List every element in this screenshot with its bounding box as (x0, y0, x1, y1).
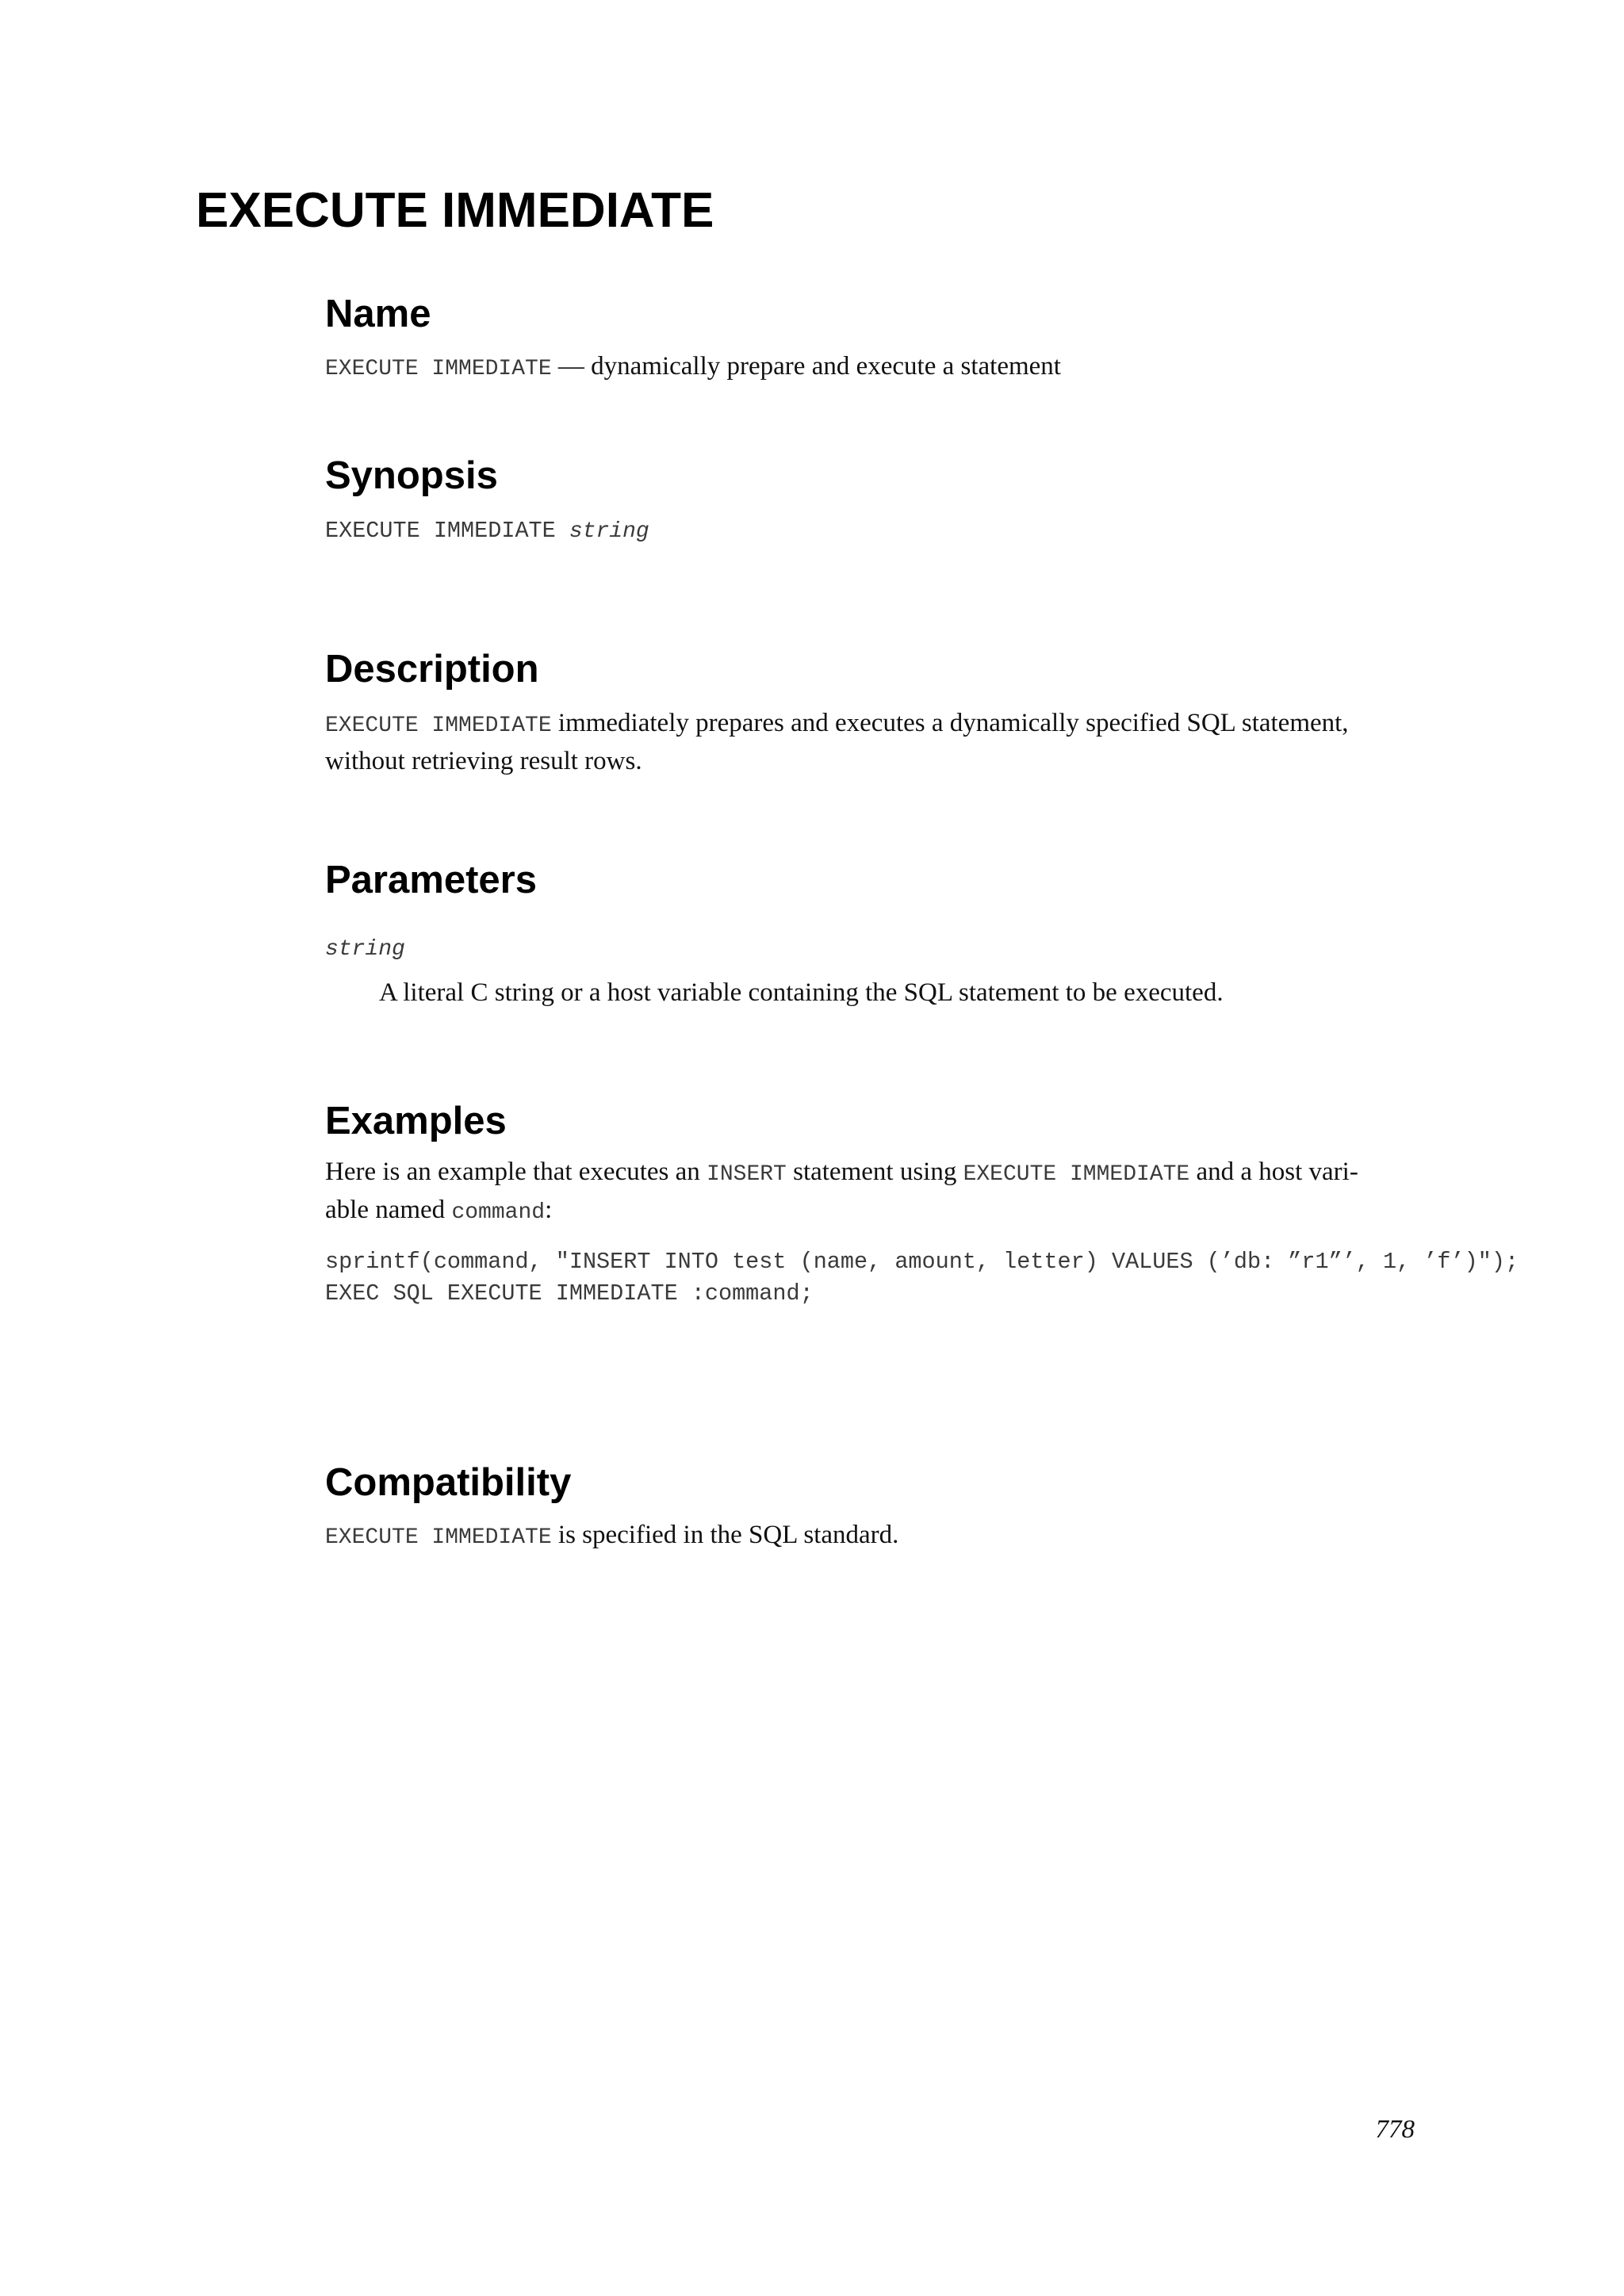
page-title: EXECUTE IMMEDIATE (196, 183, 714, 238)
example-code-line-1: sprintf(command, "INSERT INTO test (name, amount, letter) VALUES (’db: ”r1”’, 1, ’f’)"); (325, 1249, 1519, 1275)
name-section (325, 289, 1427, 387)
examples-intro-code-execute: EXECUTE IMMEDIATE (963, 1162, 1190, 1187)
name-summary (325, 349, 1427, 387)
compatibility-section (325, 1457, 1427, 1556)
description-text (325, 706, 1427, 779)
example-code-block (325, 1246, 1519, 1310)
compatibility-text (325, 1517, 1427, 1556)
parameter-term-line (325, 929, 1427, 967)
examples-intro-code-command: command (451, 1200, 546, 1225)
examples-intro-part3: and a host vari- (1189, 1158, 1358, 1186)
description-section (325, 644, 1427, 779)
examples-intro-line2-suffix: : (545, 1196, 553, 1224)
synopsis-heading: Synopsis (325, 454, 498, 497)
synopsis-argument: string (569, 519, 649, 544)
name-heading: Name (325, 293, 431, 335)
examples-intro (325, 1154, 1427, 1230)
name-summary-text: — dynamically prepare and execute a statement (551, 352, 1061, 381)
description-heading: Description (325, 648, 539, 691)
parameter-definition: A literal C string or a host variable containing the SQL statement to be executed. (379, 978, 1224, 1007)
parameters-heading: Parameters (325, 859, 537, 901)
synopsis-command: EXECUTE IMMEDIATE (325, 518, 569, 544)
parameter-term: string (325, 937, 405, 962)
examples-heading: Examples (325, 1100, 507, 1142)
name-command: EXECUTE IMMEDIATE (325, 357, 552, 381)
compatibility-statement: is specified in the SQL standard. (551, 1521, 899, 1549)
examples-intro-code-insert: INSERT (707, 1162, 787, 1187)
compatibility-command: EXECUTE IMMEDIATE (325, 1525, 552, 1550)
example-code-line-2: EXEC SQL EXECUTE IMMEDIATE :command; (325, 1280, 814, 1307)
page-number: 778 (1375, 2115, 1415, 2144)
parameters-section (325, 855, 1427, 1010)
examples-section (325, 1096, 1519, 1310)
synopsis-section (325, 450, 1427, 548)
description-line1: immediately prepares and executes a dynamically specified SQL statement, (551, 709, 1349, 737)
synopsis-code (325, 515, 1427, 548)
description-line2: without retrieving result rows. (325, 747, 642, 775)
examples-intro-part1: Here is an example that executes an (325, 1158, 707, 1186)
description-command: EXECUTE IMMEDIATE (325, 714, 552, 738)
compatibility-heading: Compatibility (325, 1461, 572, 1504)
examples-intro-line2-prefix: able named (325, 1196, 452, 1224)
examples-intro-part2: statement using (786, 1158, 963, 1186)
